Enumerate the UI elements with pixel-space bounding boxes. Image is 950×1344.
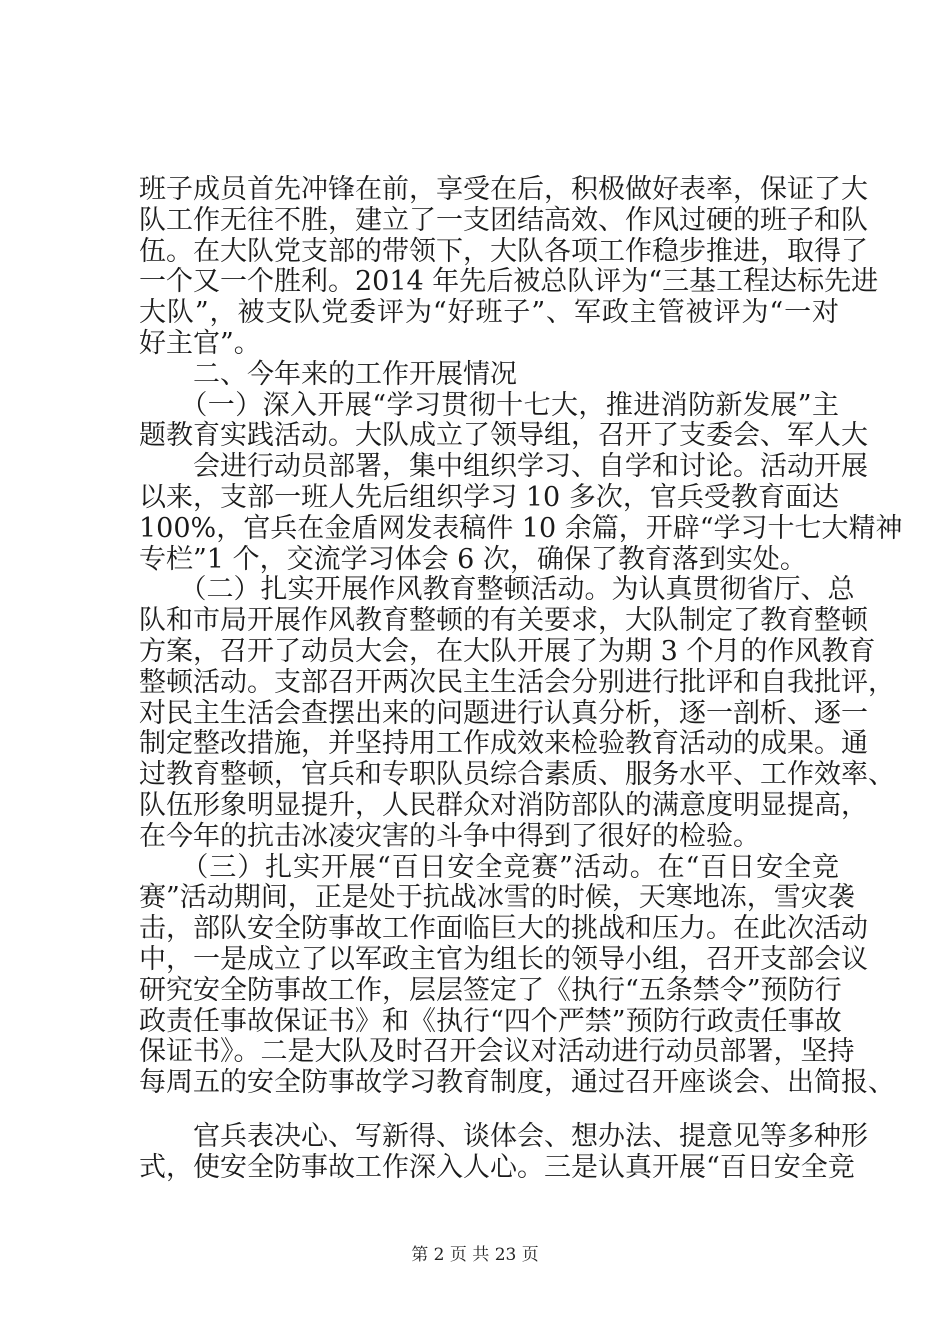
text-line: 官兵表决心、写新得、谈体会、想办法、提意见等多种形 (139, 1121, 868, 1152)
text-line: （二）扎实开展作风教育整顿活动。为认真贯彻省厅、总 (139, 574, 855, 606)
text-line: 式，使安全防事故工作深入人心。三是认真开展“百日安全竞 (139, 1151, 855, 1183)
text-line: （三）扎实开展“百日安全竞赛”活动。在“百日安全竞 (139, 851, 839, 883)
text-line: 100%，官兵在金盾网发表稿件 10 余篇，开辟“学习十七大精神 (139, 512, 903, 544)
text-line: 伍。在大队党支部的带领下，大队各项工作稳步推进，取得了 (139, 235, 868, 267)
text-line: 过教育整顿，官兵和专职队员综合素质、服务水平、工作效率、 (139, 759, 895, 791)
text-line: 以来，支部一班人先后组织学习 10 多次，官兵受教育面达 (139, 482, 839, 513)
text-line: 政责任事故保证书》和《执行“四个严禁”预防行政责任事故 (139, 1005, 842, 1037)
text-line: 专栏”1 个，交流学习体会 6 次，确保了教育落到实处。 (139, 543, 807, 575)
text-line: 一个又一个胜利。2014 年先后被总队评为“三基工程达标先进 (139, 266, 879, 298)
page-footer: 第 2 页 共 23 页 (411, 1245, 539, 1265)
text-line: 队工作无往不胜，建立了一支团结高效、作风过硬的班子和队 (139, 204, 868, 236)
text-line: 中，一是成立了以军政主官为组长的领导小组，召开支部会议 (139, 944, 868, 975)
text-line: 在今年的抗击冰凌灾害的斗争中得到了很好的检验。 (139, 820, 760, 852)
text-line: 研究安全防事故工作，层层签定了《执行“五条禁令”预防行 (139, 974, 842, 1006)
text-line: 方案，召开了动员大会，在大队开展了为期 3 个月的作风教育 (139, 636, 876, 667)
text-line: 大队”，被支队党委评为“好班子”、军政主管被评为“一对 (139, 297, 839, 329)
text-line: 二、今年来的工作开展情况 (139, 358, 517, 390)
text-line: 队伍形象明显提升，人民群众对消防部队的满意度明显提高， (139, 790, 868, 821)
text-line: 击，部队安全防事故工作面临巨大的挑战和压力。在此次活动 (139, 913, 868, 945)
text-line: 好主官”。 (139, 328, 261, 359)
text-line: 制定整改措施，并坚持用工作成效来检验教育活动的成果。通 (139, 728, 868, 760)
text-line: 整顿活动。支部召开两次民主生活会分别进行批评和自我批评， (139, 666, 895, 698)
text-line: 队和市局开展作风教育整顿的有关要求，大队制定了教育整顿 (139, 605, 868, 637)
text-line: 保证书》。二是大队及时召开会议对活动进行动员部署，坚持 (139, 1036, 855, 1068)
text-line: 每周五的安全防事故学习教育制度，通过召开座谈会、出简报、 (139, 1067, 895, 1099)
text-line: 对民主生活会查摆出来的问题进行认真分析，逐一剖析、逐一 (139, 697, 868, 729)
text-line: 会进行动员部署，集中组织学习、自学和讨论。活动开展 (139, 451, 868, 483)
text-line: 赛”活动期间，正是处于抗战冰雪的时候，天寒地冻，雪灾袭 (139, 882, 855, 914)
text-line: （一）深入开展“学习贯彻十七大，推进消防新发展”主 (139, 389, 839, 421)
text-line: 题教育实践活动。大队成立了领导组，召开了支委会、军人大 (139, 420, 868, 452)
text-line: 班子成员首先冲锋在前，享受在后，积极做好表率，保证了大 (139, 174, 868, 205)
